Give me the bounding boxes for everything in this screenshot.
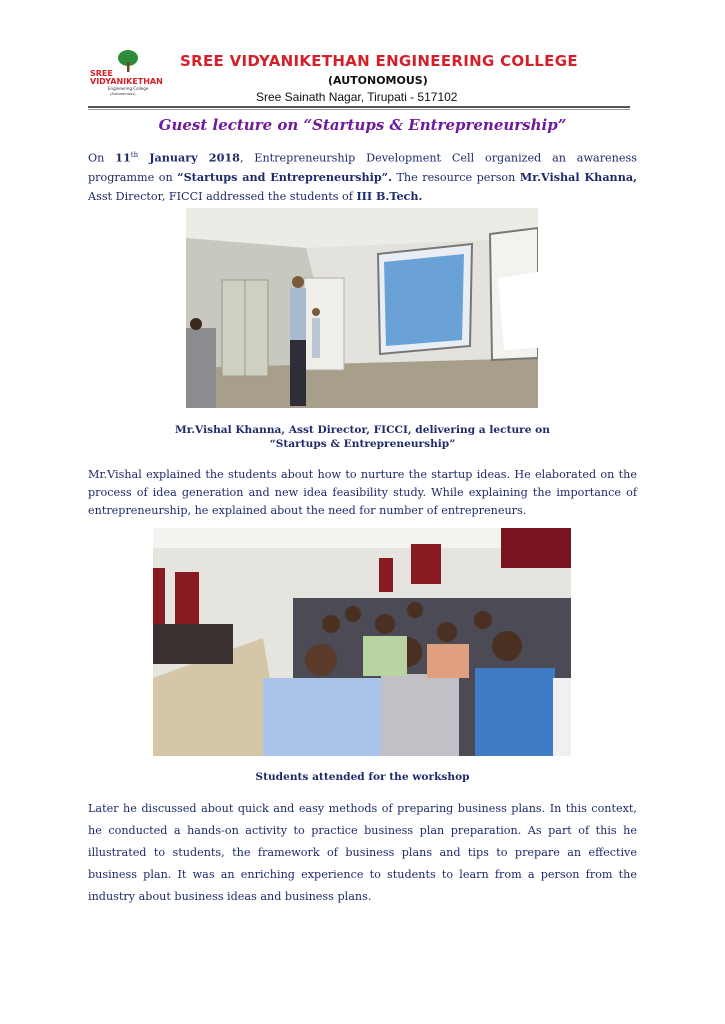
autonomous-label: (AUTONOMOUS) [328, 74, 428, 87]
college-name: SREE VIDYANIKETHAN ENGINEERING COLLEGE [180, 52, 578, 70]
audience: III B.Tech. [356, 188, 423, 203]
intro-paragraph: On 11th January 2018, Entrepreneurship Development Cell organized an awareness programme on “Startups and Entrepreneurship”. The resource person Mr.Vishal Khanna, Asst Director, FICCI addressed the students of III B.Tech. [88, 150, 637, 203]
date-day: 11 [115, 150, 131, 165]
date-rest: January 2018 [138, 150, 240, 165]
lecture-summary-paragraph: Mr.Vishal explained the students about how to nurture the startup ideas. He elaborated on the process of idea generation and new idea feasibility study. While explaining the importance of entrepreneurship, he explained about the need for number of entrepreneurs. [88, 468, 637, 517]
logo-text-vidyanikethan: VIDYANIKETHAN [90, 77, 163, 86]
activity-paragraph: Later he discussed about quick and easy methods of preparing business plans. In this context, he conducted a hands-on activity to practice business plan preparation. As part of this he illustrated to students, the framework of business plans and tips to prepare an effective business plan. It was an enriching experience to students to learn from a person from the industry about business ideas and business plans. [88, 802, 637, 903]
lecture-photo [186, 208, 538, 408]
letterhead [88, 46, 636, 108]
program-title: “Startups and Entrepreneurship”. [177, 169, 392, 184]
header-divider [88, 106, 630, 108]
speaker-name: Mr.Vishal Khanna, [519, 169, 637, 184]
page-title: Guest lecture on “Startups & Entrepreneurship” [158, 116, 567, 134]
logo-text-autonomous: (Autonomous) [110, 92, 136, 96]
college-address: Sree Sainath Nagar, Tirupati - 517102 [256, 90, 458, 104]
lecture-photo-caption: Mr.Vishal Khanna, Asst Director, FICCI, delivering a lecture on “Startups & Entrepreneurship” [175, 424, 550, 450]
logo-text-sree: SREE [90, 69, 113, 78]
college-logo [88, 48, 170, 98]
students-photo-caption: Students attended for the workshop [255, 771, 470, 783]
students-photo [153, 528, 571, 756]
header-divider-thin [88, 109, 630, 110]
logo-text-engineering: Engineering College [108, 86, 149, 91]
